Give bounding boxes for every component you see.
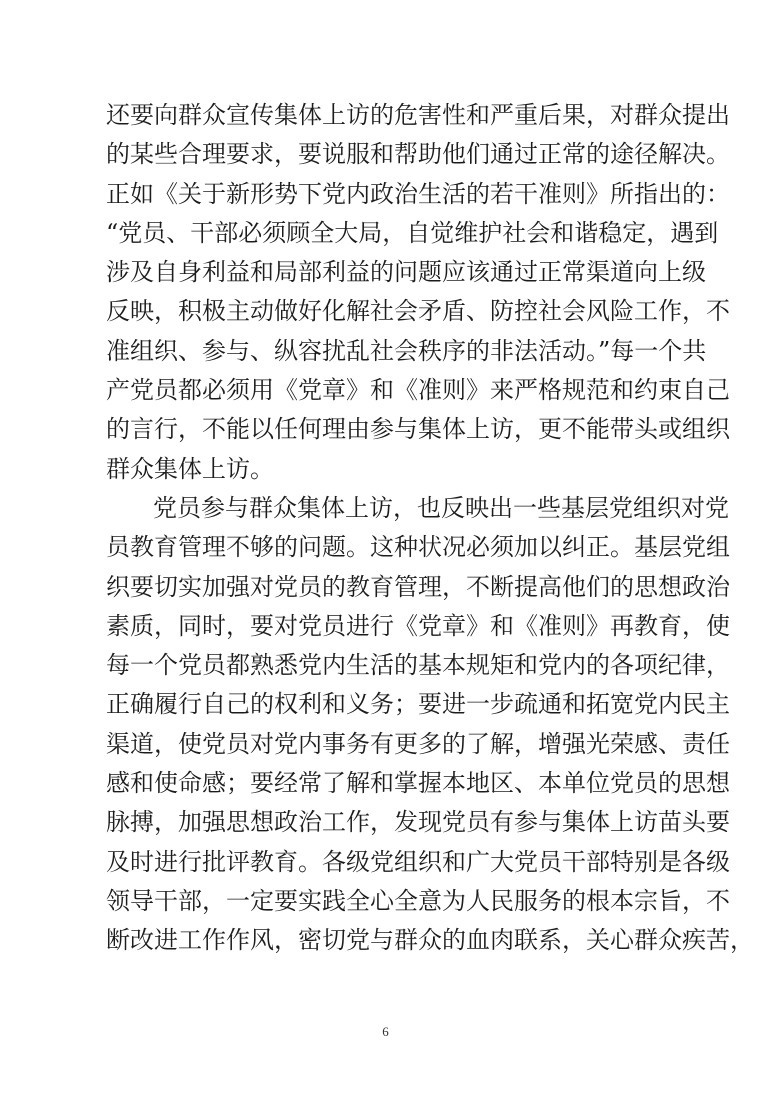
paragraph-2-line-8: 感和使命感；要经常了解和掌握本地区、本单位党员的思想 xyxy=(106,769,730,798)
paragraph-2-line-5: 每一个党员都熟悉党内生活的基本规矩和党内的各项纪律， xyxy=(106,651,730,680)
paragraph-2-line-11: 领导干部，一定要实践全心全意为人民服务的根本宗旨，不 xyxy=(106,886,730,915)
paragraph-2-line-3: 织要切实加强对党员的教育管理，不断提高他们的思想政治 xyxy=(106,572,730,601)
paragraph-1-line-6: 反映，积极主动做好化解社会矛盾、防控社会风险工作，不 xyxy=(106,297,730,326)
paragraph-2-line-4: 素质，同时，要对党员进行《党章》和《准则》再教育，使 xyxy=(106,611,730,640)
paragraph-1-line-7: 准组织、参与、纵容扰乱社会秩序的非法活动。”每一个共 xyxy=(106,336,707,365)
paragraph-2-line-10: 及时进行批评教育。各级党组织和广大党员干部特别是各级 xyxy=(106,847,730,876)
paragraph-1-line-8: 产党员都必须用《党章》和《准则》来严格规范和约束自己 xyxy=(106,376,730,405)
paragraph-1-line-9: 的言行，不能以任何理由参与集体上访，更不能带头或组织 xyxy=(106,415,730,444)
paragraph-1-line-3: 正如《关于新形势下党内政治生活的若干准则》所指出的： xyxy=(106,179,730,208)
paragraph-2-line-9: 脉搏，加强思想政治工作，发现党员有参与集体上访苗头要 xyxy=(106,808,730,837)
paragraph-1-line-1: 还要向群众宣传集体上访的危害性和严重后果，对群众提出 xyxy=(106,101,730,129)
paragraph-2-line-1: 党员参与群众集体上访，也反映出一些基层党组织对党 xyxy=(153,493,729,522)
body-text xyxy=(106,96,754,961)
paragraph-1-line-5: 涉及自身利益和局部利益的问题应该通过正常渠道向上级 xyxy=(106,258,706,287)
page-number: 6 xyxy=(382,1024,389,1039)
paragraph-2-line-2: 员教育管理不够的问题。这种状况必须加以纠正。基层党组 xyxy=(106,533,730,562)
paragraph-2-line-12: 断改进工作作风，密切党与群众的血肉联系，关心群众疾苦， xyxy=(106,926,754,955)
paragraph-1-line-10: 群众集体上访。 xyxy=(106,454,274,483)
paragraph-1-line-2: 的某些合理要求，要说服和帮助他们通过正常的途径解决。 xyxy=(106,140,730,169)
paragraph-2-line-6: 正确履行自己的权利和义务；要进一步疏通和拓宽党内民主 xyxy=(106,690,730,719)
paragraph-1-line-4: “党员、干部必须顾全大局，自觉维护社会和谐稳定，遇到 xyxy=(106,218,719,247)
paragraph-2-line-7: 渠道，使党员对党内事务有更多的了解，增强光荣感、责任 xyxy=(106,729,730,758)
